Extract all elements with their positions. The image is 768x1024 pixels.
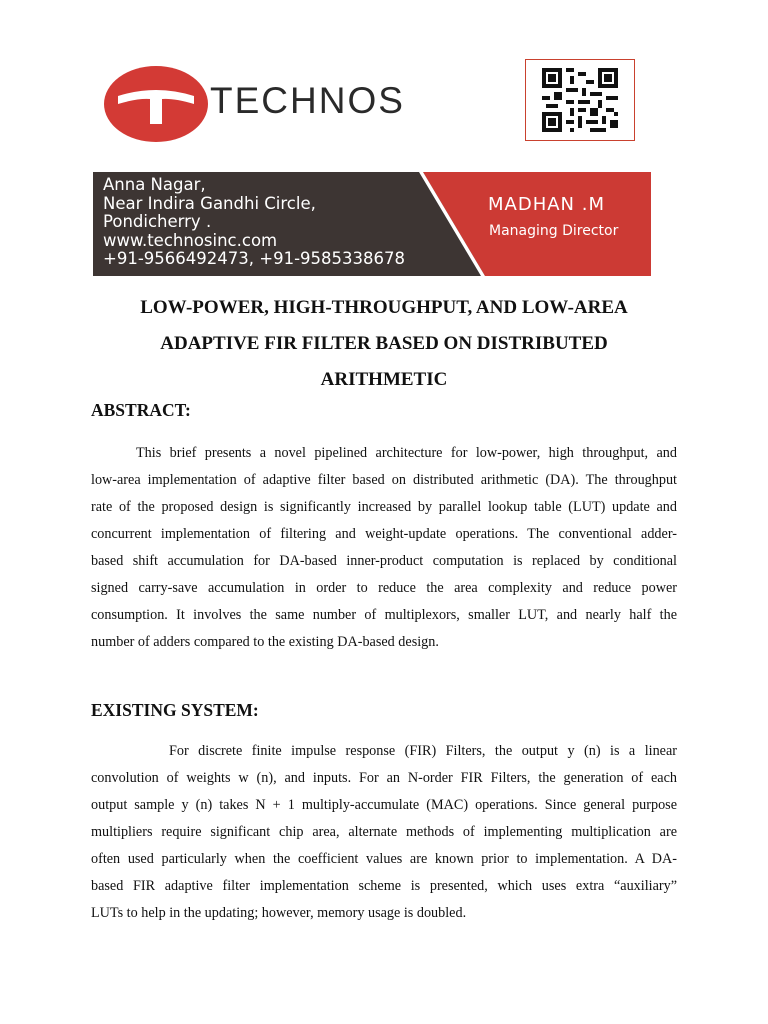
title-line: ADAPTIVE FIR FILTER BASED ON DISTRIBUTED [160, 333, 608, 354]
document-title [90, 290, 678, 398]
contact-name: MADHAN .M [488, 194, 605, 215]
phone-numbers: +91-9566492473, +91-9585338678 [103, 249, 405, 268]
paragraph-line: often used particularly when the coefficient values are known prior to implementation. A DA- [91, 851, 677, 867]
technos-logo-icon [104, 66, 208, 142]
paragraph-line: number of adders compared to the existing DA-based design. [91, 634, 439, 650]
paragraph-line: based shift accumulation for DA-based inner-product computation is replaced by conditional [91, 553, 677, 569]
abstract-heading: ABSTRACT: [91, 400, 191, 420]
existing-system-paragraph [91, 738, 677, 927]
paragraph-line: convolution of weights w (n), and inputs. For an N-order FIR Filters, the generation of each [91, 770, 677, 786]
paragraph-line: signed carry-save accumulation in order to reduce the area complexity and reduce power [91, 580, 677, 596]
paragraph-line: For discrete finite impulse response (FIR) Filters, the output y (n) is a linear [169, 743, 677, 759]
title-line: LOW-POWER, HIGH-THROUGHPUT, AND LOW-AREA [140, 297, 628, 318]
paragraph-line: This brief presents a novel pipelined architecture for low-power, high throughput, and [136, 445, 677, 461]
paragraph-line: concurrent implementation of filtering and weight-update operations. The conventional adder- [91, 526, 677, 542]
title-line: ARITHMETIC [320, 369, 448, 390]
address-line: Anna Nagar, [103, 175, 206, 194]
paragraph-line: multipliers require significant chip area, alternate methods of implementing multiplication are [91, 824, 677, 840]
logo-text: TECHNOS [210, 80, 405, 121]
contact-role: Managing Director [489, 223, 619, 239]
website-link[interactable]: www.technosinc.com [103, 230, 278, 250]
paragraph-line: based FIR adaptive filter implementation scheme is presented, which uses extra “auxiliary” [91, 878, 677, 894]
paragraph-line: low-area implementation of adaptive filter based on distributed arithmetic (DA). The throughput [91, 472, 677, 488]
technos-logo [104, 66, 454, 144]
paragraph-line: output sample y (n) takes N + 1 multiply-accumulate (MAC) operations. Since general purpose [91, 797, 677, 813]
paragraph-line: LUTs to help in the updating; however, memory usage is doubled. [91, 905, 467, 921]
qr-code-icon [525, 59, 635, 141]
contact-banner [93, 172, 651, 276]
address-line: Near Indira Gandhi Circle, [103, 193, 316, 213]
paragraph-line: consumption. It involves the same number of multiplexors, smaller LUT, and nearly half the [91, 607, 677, 623]
paragraph-line: rate of the proposed design is significantly increased by parallel lookup table (LUT) update and [91, 499, 677, 515]
existing-system-heading: EXISTING SYSTEM: [91, 700, 259, 720]
abstract-paragraph [91, 440, 677, 656]
address-block [103, 176, 405, 269]
address-line: Pondicherry . [103, 212, 212, 231]
